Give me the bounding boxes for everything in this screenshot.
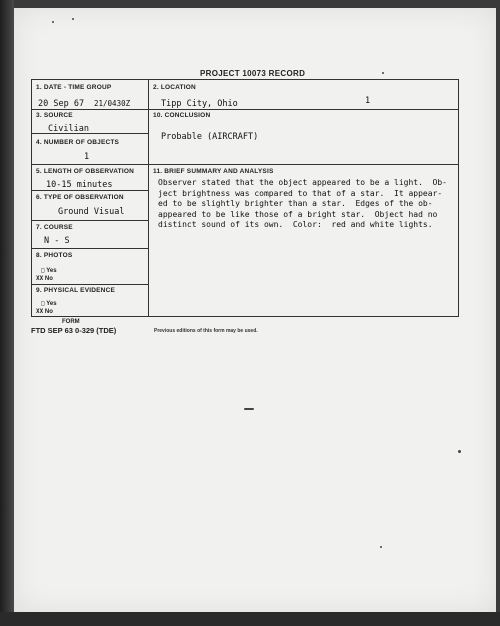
form-title: PROJECT 10073 RECORD [200, 69, 306, 78]
date-value: 20 Sep 67 [38, 99, 85, 109]
scan-speck [52, 21, 54, 23]
scan-left-edge [0, 0, 14, 626]
location-value: Tipp City, Ohio [161, 99, 238, 109]
number-of-objects-value: 1 [84, 152, 90, 162]
conclusion-value: Probable (AIRCRAFT) [161, 132, 259, 142]
conclusion-label: 10. CONCLUSION [153, 112, 211, 119]
source-value: Civilian [48, 124, 89, 134]
date-time-label: 1. DATE - TIME GROUP [36, 84, 112, 91]
row-divider [32, 190, 148, 191]
photos-yes-option [41, 267, 57, 274]
physical-evidence-no-label: No [44, 309, 53, 315]
summary-text: Observer stated that the object appeared to be a light. Ob- ject brightness was compared to that of a star. It appear- ed to be slightly brighter than a star. Edges of the ob- appeared to be like those of a bright star. Object had no distinct sound of its own. Color: red and white lights. [158, 178, 447, 230]
photos-yes-checkbox: □ [41, 267, 45, 274]
footer-form-id: FTD SEP 63 0-329 (TDE) [31, 326, 117, 335]
footer-note: Previous editions of this form may be used. [154, 328, 258, 334]
source-label: 3. SOURCE [36, 112, 73, 119]
row-divider [32, 220, 148, 221]
type-of-observation-value: Ground Visual [58, 207, 125, 217]
scan-bottom-edge [0, 612, 500, 626]
photos-label: 8. PHOTOS [36, 252, 73, 259]
location-label: 2. LOCATION [153, 84, 196, 91]
physical-evidence-yes-label: Yes [46, 301, 57, 307]
footer-form-word: FORM [62, 319, 80, 325]
photos-no-option [36, 275, 53, 282]
photos-yes-label: Yes [46, 268, 57, 274]
course-value: N - S [44, 236, 70, 246]
summary-label: 11. BRIEF SUMMARY AND ANALYSIS [153, 168, 274, 175]
time-value: 21/0430Z [94, 99, 131, 108]
row-divider [32, 109, 458, 110]
physical-evidence-label: 9. PHYSICAL EVIDENCE [36, 287, 116, 294]
length-of-observation-label: 5. LENGTH OF OBSERVATION [36, 168, 134, 175]
photos-no-label: No [44, 276, 53, 282]
row-divider [32, 248, 148, 249]
physical-evidence-no-checkbox: XX [36, 308, 44, 315]
location-page-mark: 1 [365, 96, 371, 106]
scan-speck [458, 450, 461, 453]
scan-speck [244, 408, 254, 410]
scan-speck [380, 546, 382, 548]
course-label: 7. COURSE [36, 224, 73, 231]
physical-evidence-yes-checkbox: □ [41, 300, 45, 307]
row-divider [32, 164, 458, 165]
row-divider [32, 284, 148, 285]
number-of-objects-label: 4. NUMBER OF OBJECTS [36, 139, 120, 146]
column-divider [148, 80, 149, 316]
physical-evidence-no-option [36, 308, 53, 315]
length-of-observation-value: 10-15 minutes [46, 180, 113, 190]
type-of-observation-label: 6. TYPE OF OBSERVATION [36, 194, 124, 201]
scan-speck [72, 18, 74, 20]
physical-evidence-yes-option [41, 300, 57, 307]
photos-no-checkbox: XX [36, 275, 44, 282]
scan-speck [382, 72, 384, 74]
